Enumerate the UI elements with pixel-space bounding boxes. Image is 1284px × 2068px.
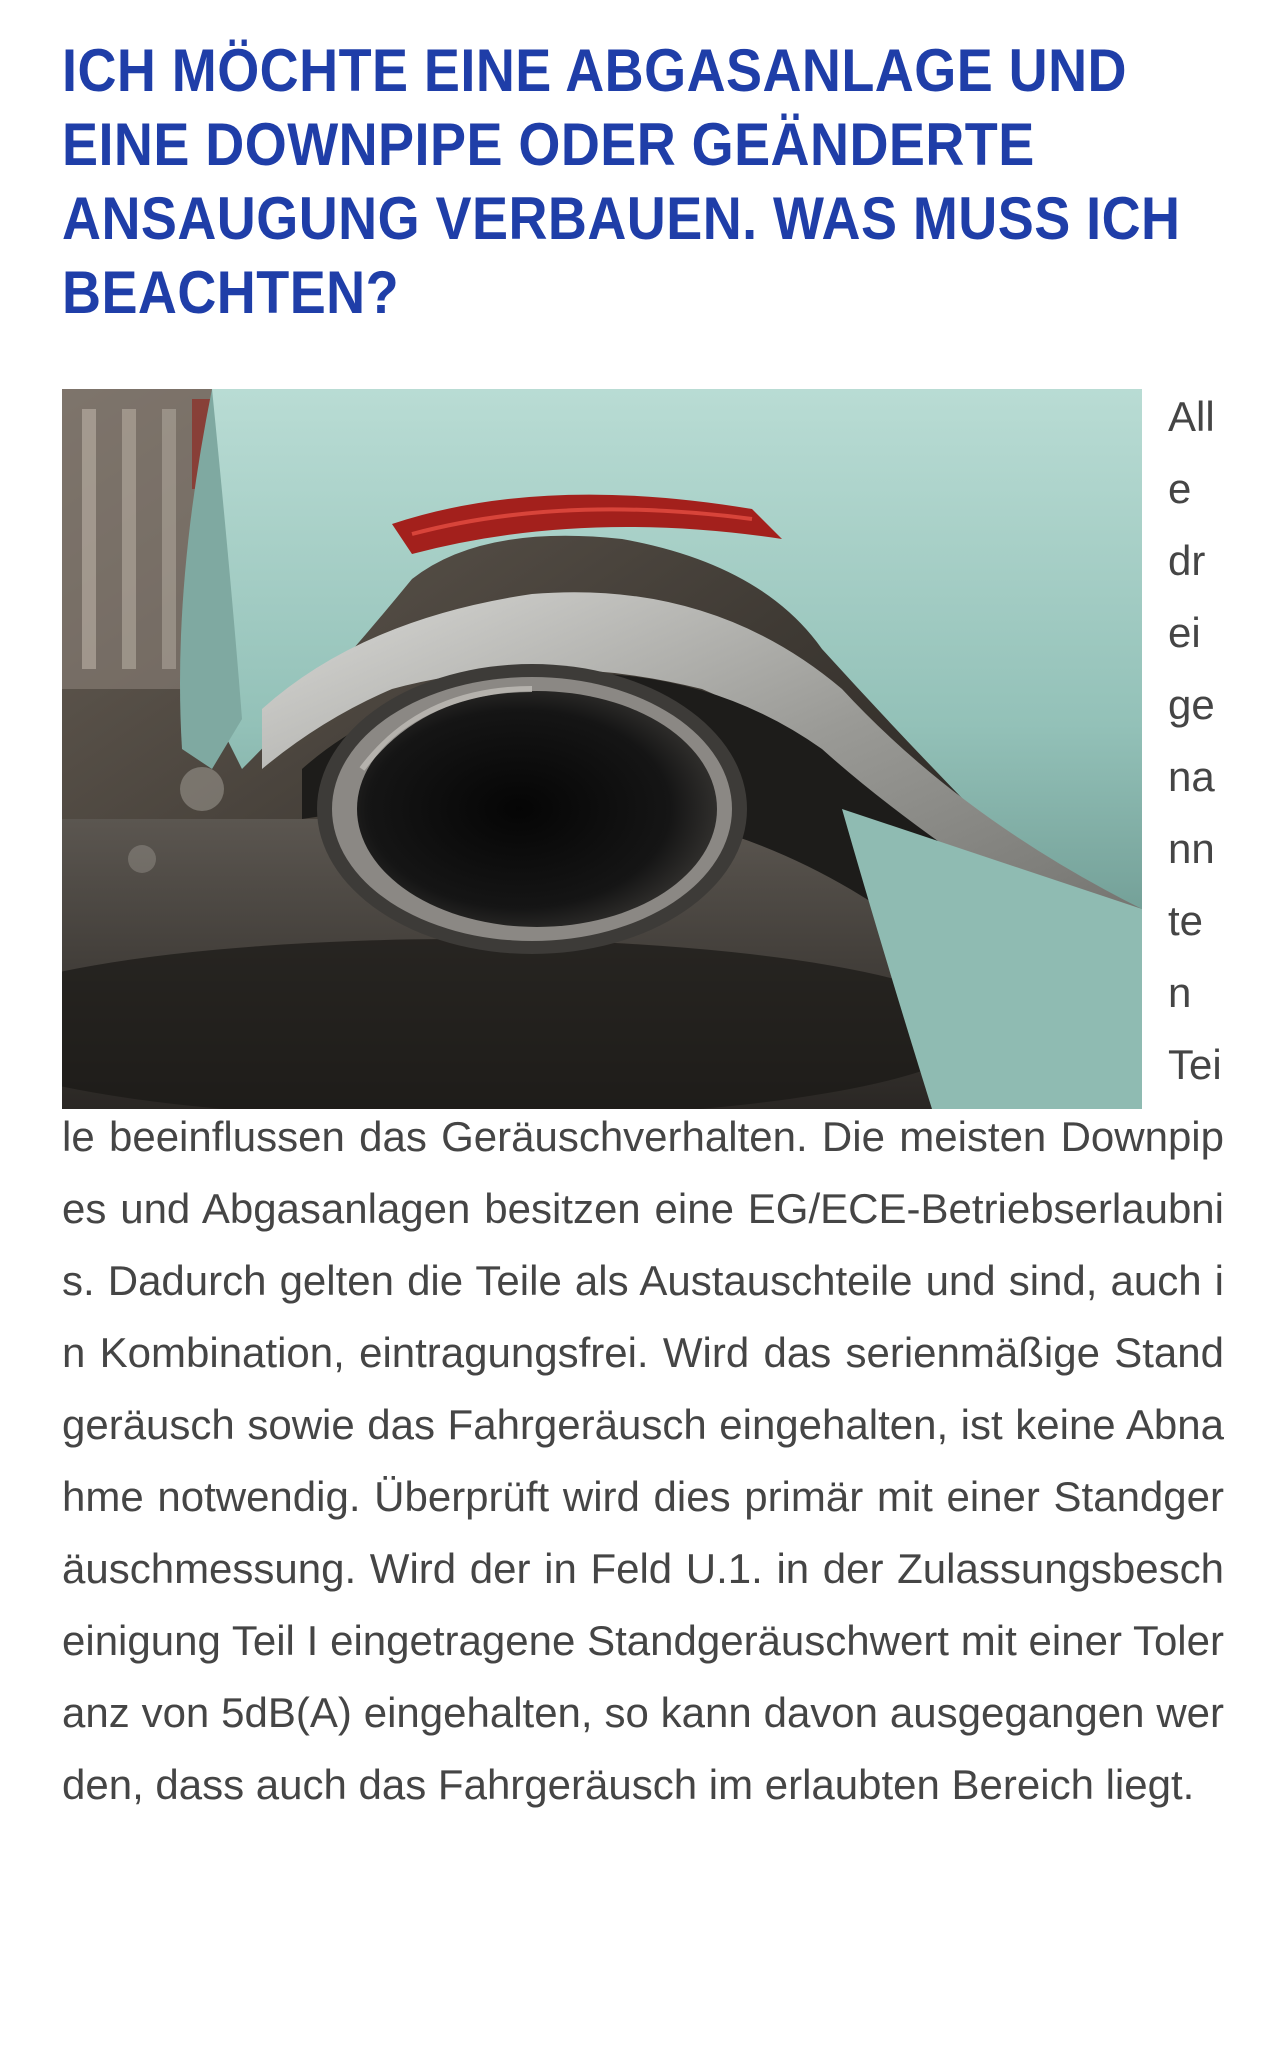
article-title: ICH MÖCHTE EINE ABGASANLAGE UND EINE DOWNPIPE ODER GEÄNDERTE ANSAUGUNG VERBAUEN. WAS MUSS ICH BEACHTEN? (62, 37, 1181, 326)
article-content (62, 389, 1224, 1829)
article-body: Alle drei genannten Teile beeinflussen das Geräuschverhalten. Die meisten Downpipes und Abgasanlagen besitzen eine EG/ECE-Betriebserlaubnis. Dadurch gelten die Teile als Austauschteile und sind, auch in Kombination, eintragungsfrei. Wird das serienmäßige Standgeräusch sowie das Fahrgeräusch eingehalten, ist keine Abnahme notwendig. Überprüft wird dies primär mit einer Standgeräuschmessung. Wird der in Feld U.1. in der Zulassungsbescheinigung Teil I eingetragene Standgeräuschwert mit einer Toleranz von 5dB(A) eingehalten, so kann davon ausgegangen werden, dass auch das Fahrgeräusch im erlaubten Bereich liegt. (62, 393, 1224, 1808)
article (62, 0, 1224, 1808)
